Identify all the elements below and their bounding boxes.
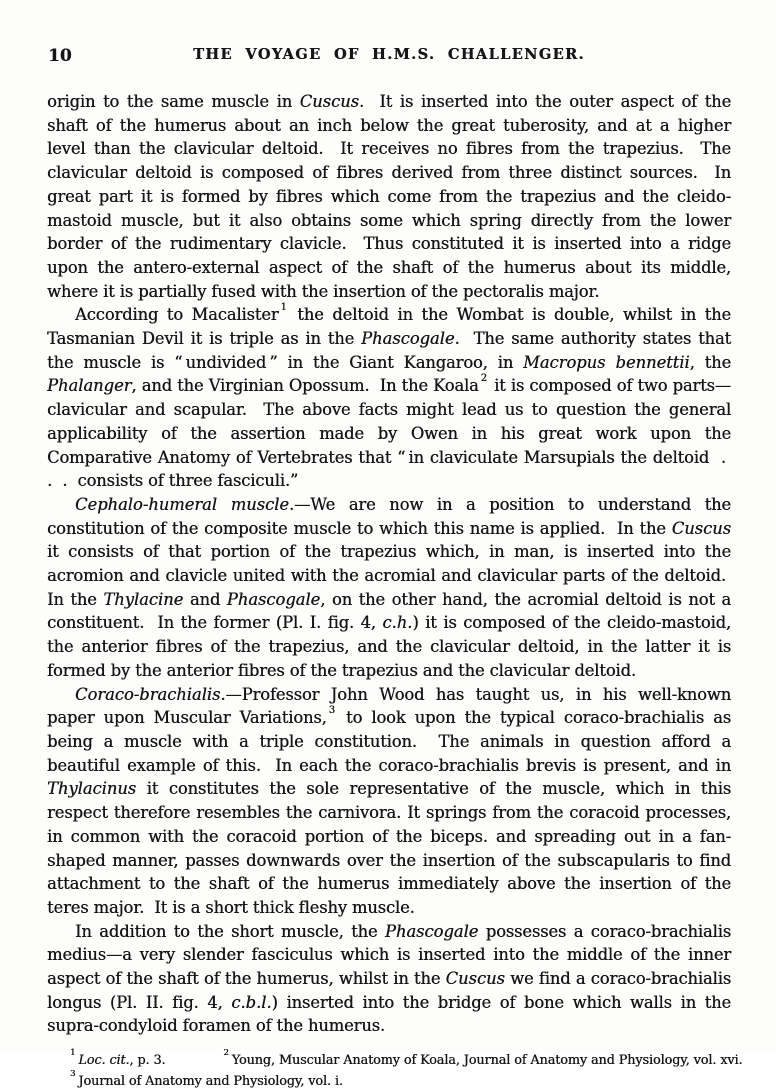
italic-text: Cephalo-humeral muscle [75, 494, 289, 514]
text-run: , and the Virginian Opossum. In the Koala [131, 376, 479, 396]
text-run: we find a coraco-brachialis longus (Pl. II. fig. 4, [47, 969, 731, 1012]
text-run: , p. 3. [129, 1053, 166, 1069]
paragraph [47, 920, 731, 1039]
italic-text: Phascogale [384, 921, 479, 941]
text-run: Young, Muscular Anatomy of Koala, Journal of Anatomy and Physiology, vol. xvi. [231, 1053, 743, 1069]
text-run: , the [689, 352, 732, 372]
italic-text: Cuscus [445, 969, 505, 989]
italic-text: Thylacine [103, 589, 184, 609]
footnote-marker: 1 [280, 301, 287, 313]
text-run: possesses a coraco-brachialis medius—a very slender fasciculus which is inserted into the middle of the inner aspect of the shaft of the humerus, whilst in the [47, 921, 731, 989]
footnote-line [47, 1048, 743, 1071]
running-title: THE VOYAGE OF H.M.S. CHALLENGER. [193, 46, 585, 63]
footnote-marker: 3 [70, 1069, 76, 1080]
footnote-marker: 2 [480, 373, 487, 385]
page-header [47, 46, 731, 68]
text-run: According to Macalister [75, 305, 279, 325]
italic-text: c.h. [382, 613, 413, 633]
page-number: 10 [48, 46, 72, 66]
footnote-marker: 2 [223, 1048, 229, 1059]
footnote-marker: 1 [70, 1048, 76, 1059]
text-run: In addition to the short muscle, the [75, 921, 385, 941]
text-run: . The same authority states that the muscle is “ undivided ” in the Giant Kangaroo, in [47, 329, 731, 372]
footnote [68, 1048, 166, 1069]
footnote-line [47, 1071, 731, 1092]
paragraph [47, 303, 731, 493]
footnote [68, 1069, 343, 1090]
body-text [47, 90, 731, 1038]
footnotes [47, 1048, 743, 1092]
text-run: it constitutes the sole representative of the muscle, which in this respect therefore resembles the carnivora. It springs from the coracoid processes, in common with the coracoid portion of the biceps. and spreading out in a fan-shaped manner, passes downwards over the insertion of the subscapularis to find attachment to the shaft of the humerus immediately above the insertion of the teres major. It is a short thick fleshy muscle. [47, 779, 731, 917]
text-run: to look upon the typical coraco-brachialis as being a muscle with a triple constitution. The animals in question afford a beautiful example of this. In each the coraco-brachialis brevis is present, and in [47, 708, 731, 775]
italic-text: Phascogale [361, 329, 455, 349]
italic-text: Coraco-brachialis [75, 684, 221, 704]
text-run: . It is inserted into the outer aspect of the shaft of the humerus about an inch below the great tuberosity, and at a higher level than the clavicular deltoid. It receives no fibres from the trapezius. The clavicular deltoid is composed of fibres derived from three distinct sources. In great part it is formed by fibres which come from the trapezius and the cleido-mastoid muscle, but it also obtains some which spring directly from the lower border of the rudimentary clavicle. Thus constituted it is inserted into a ridge upon the antero-external aspect of the shaft of the humerus about its middle, where it is partially fused with the insertion of the pectoralis major. [47, 92, 732, 301]
text-run: origin to the same muscle in [47, 92, 300, 111]
italic-text: Loc. cit. [78, 1053, 130, 1069]
paragraph [47, 493, 731, 683]
paragraph [47, 90, 731, 303]
text-run: , on the other hand, the acromial deltoid is not a constituent. In the former (Pl. I. fig. 4, [47, 589, 732, 633]
text-run: Journal of Anatomy and Physiology, vol. i. [78, 1074, 343, 1090]
italic-text: c.b.l. [231, 992, 272, 1012]
text-run: ) it is composed of the cleido-mastoid, the anterior fibres of the trapezius, and the clavicular deltoid, in the latter it is formed by the anterior fibres of the trapezius and the clavicular deltoid. [47, 613, 731, 680]
footnote-marker: 3 [328, 704, 335, 716]
paragraph [47, 683, 731, 920]
text-run: the deltoid in the Wombat is double, whilst in the Tasmanian Devil it is triple as in the [47, 305, 731, 349]
text-run: .—We are now in a position to understand the constitution of the composite muscle to which this name is applied. In the [47, 494, 731, 538]
text-run: and [183, 589, 227, 609]
italic-text: Phalanger [47, 376, 132, 396]
text-run: it consists of that portion of the trapezius which, in man, is inserted into the acromion and clavicle united with the acromial and clavicular parts of the deltoid. In the [47, 542, 731, 609]
italic-text: Cuscus [671, 518, 731, 538]
italic-text: Phascogale [226, 589, 321, 609]
italic-text: Thylacinus [47, 779, 137, 799]
text-run: ) inserted into the bridge of bone which walls in the supra-condyloid foramen of the humerus. [47, 992, 731, 1036]
italic-text: Macropus bennettii [523, 352, 690, 372]
text-run: .—Professor John Wood has taught us, in his well-known paper upon Muscular Variations, [47, 684, 731, 728]
text-run: it is composed of two parts—clavicular and scapular. The above facts might lead us to question the general applicability of the assertion made by Owen in his great work upon the Comparative Anatomy of Vertebrates that “ in claviculate Marsupials the deltoid . . . consists of three fasciculi.” [47, 376, 731, 491]
footnote [221, 1048, 743, 1069]
italic-text: Cuscus [299, 92, 359, 111]
